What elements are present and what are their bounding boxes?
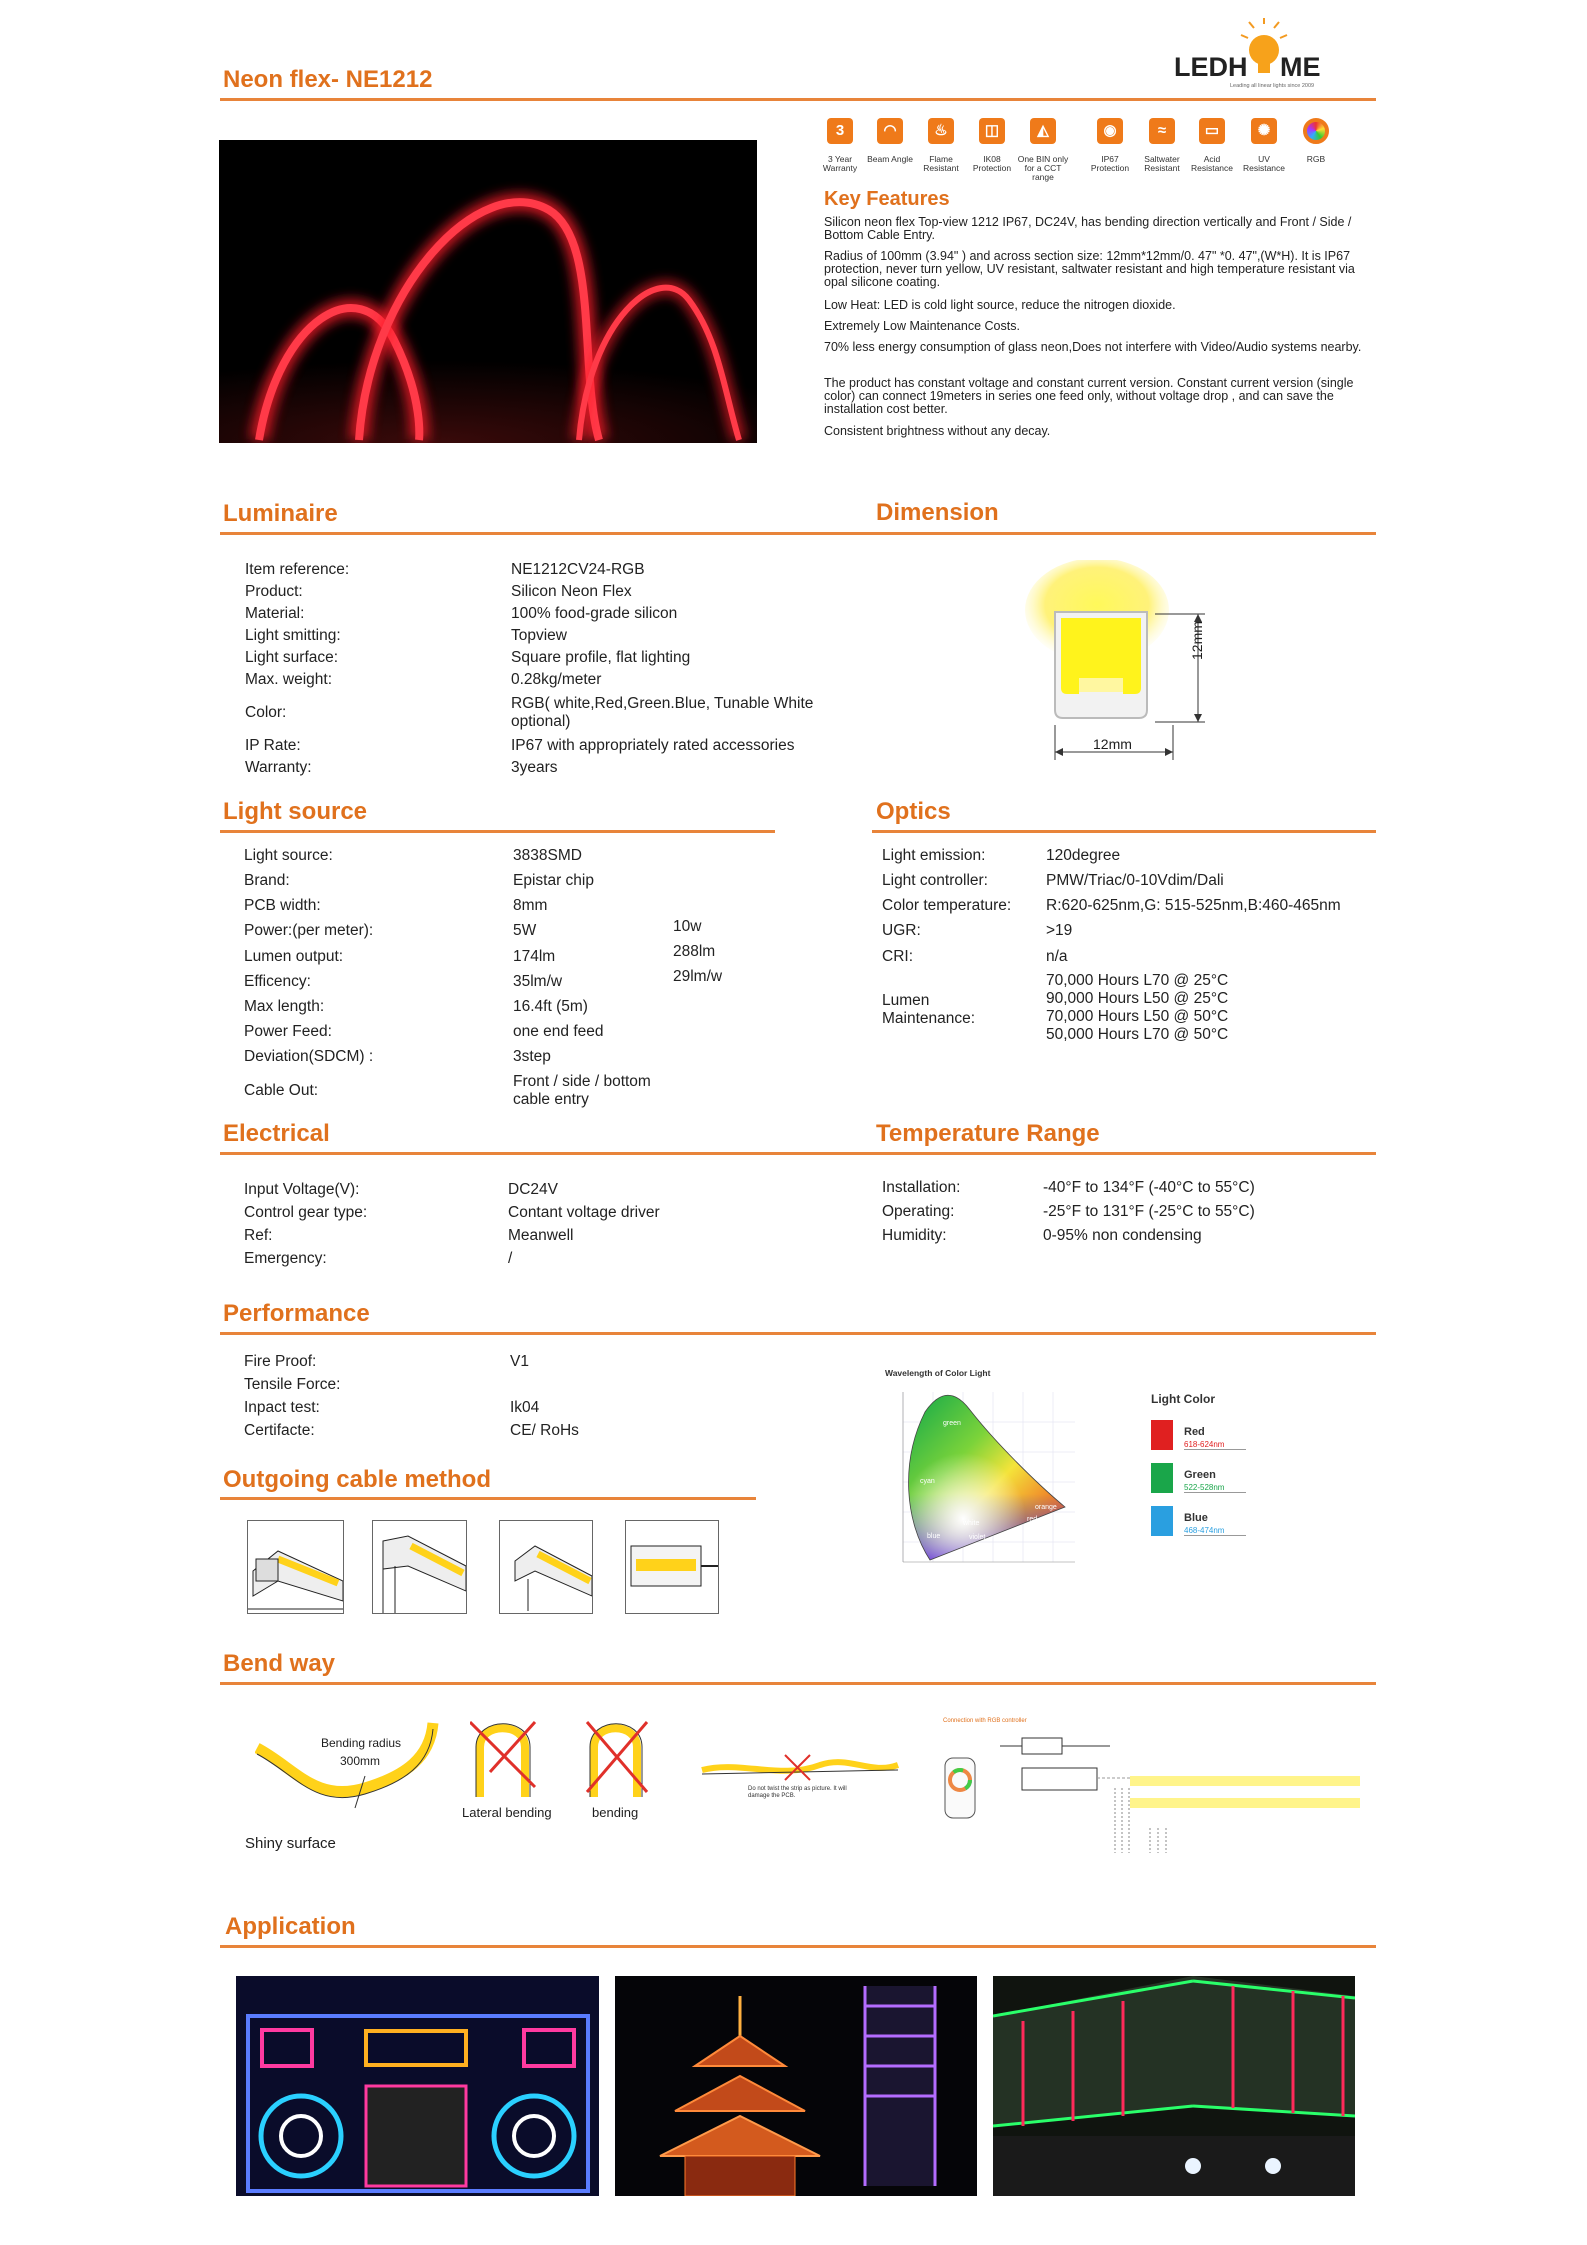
luminaire-row-value: 3years	[511, 759, 558, 776]
light-source-row-label: Deviation(SDCM) :	[244, 1048, 374, 1065]
optics-row-value: n/a	[1046, 948, 1068, 965]
cable-out-end-image	[625, 1520, 719, 1614]
luminaire-row-value: RGB( white,Red,Green.Blue, Tunable White optional)	[511, 695, 814, 730]
legend-name: Green	[1184, 1469, 1216, 1481]
electrical-row-label: Emergency:	[244, 1250, 327, 1267]
light-source-row-label: Lumen output:	[244, 948, 344, 965]
beam-angle-icon	[877, 118, 903, 144]
key-features-title: Key Features	[824, 188, 950, 210]
light-source-row-value-alt: 288lm	[673, 943, 716, 960]
light-source-rule	[220, 830, 775, 833]
performance-rule	[220, 1332, 1376, 1335]
legend-swatch-red	[1151, 1420, 1173, 1450]
luminaire-row-value: Square profile, flat lighting	[511, 649, 691, 666]
light-source-row-value-alt: 10w	[673, 918, 702, 935]
performance-row-value: V1	[510, 1353, 529, 1370]
light-source-row-value: 174lm	[513, 948, 556, 965]
light-source-row-value: 3step	[513, 1048, 551, 1065]
outgoing-cable-title: Outgoing cable method	[223, 1466, 491, 1493]
luminaire-row-value: IP67 with appropriately rated accessories	[511, 737, 795, 754]
one-bin-glyph: ◭	[1037, 122, 1049, 139]
vertical-bending-diagram	[582, 1712, 652, 1802]
ik08-protection-icon	[979, 118, 1005, 144]
key-feature-item: Low Heat: LED is cold light source, reduce the nitrogen dioxide.	[824, 298, 1176, 312]
cie-region-label: white	[963, 1520, 980, 1527]
key-feature-item: Silicon neon flex Top-view 1212 IP67, DC24V, has bending direction vertically and Front / Side / Bottom Cable Entry.	[824, 215, 1352, 242]
shiny-surface-label: Shiny surface	[245, 1835, 336, 1852]
light-source-row-label: PCB width:	[244, 897, 321, 914]
acid-resistance-glyph: ▭	[1204, 122, 1220, 139]
legend-range: 618-624nm	[1184, 1440, 1246, 1450]
light-source-row-label: Power:(per meter):	[244, 922, 374, 939]
cie-region-label: violet	[969, 1534, 986, 1541]
lumen-maintenance-label: Lumen Maintenance:	[882, 992, 976, 1027]
warranty-3-year-icon	[827, 118, 853, 144]
lateral-bending-diagram	[470, 1712, 540, 1802]
saltwater-resistant-glyph: ≈	[1157, 122, 1167, 139]
light-source-row-value: 5W	[513, 922, 537, 939]
luminaire-row-label: Light surface:	[245, 649, 339, 666]
electrical-row-value: /	[508, 1250, 513, 1267]
ik08-protection-label: IK08 Protection	[972, 154, 1012, 173]
optics-row-label: Light controller:	[882, 872, 988, 889]
luminaire-row-value: NE1212CV24-RGB	[511, 561, 645, 578]
light-source-row-label: Efficency:	[244, 973, 311, 990]
application-photo-pagoda	[615, 1976, 977, 2196]
cie-title: Wavelength of Color Light	[885, 1368, 991, 1378]
saltwater-resistant-label: Saltwater Resistant	[1144, 154, 1180, 173]
lateral-bending-label: Lateral bending	[462, 1805, 552, 1820]
electrical-row-label: Control gear type:	[244, 1204, 368, 1221]
cie-region-label: cyan	[920, 1478, 935, 1485]
dimension-height-label: 12mm	[1189, 621, 1205, 660]
legend-swatch-blue	[1151, 1506, 1173, 1536]
temperature-row-label: Installation:	[882, 1179, 961, 1196]
performance-row-value: CE/ RoHs	[510, 1422, 579, 1439]
beam-angle-glyph: ◠	[883, 122, 897, 139]
temperature-row-label: Humidity:	[882, 1227, 947, 1244]
temperature-title: Temperature Range	[876, 1120, 1100, 1147]
flame-resistant-glyph: ♨	[934, 122, 948, 139]
cie-region-label: green	[943, 1420, 961, 1427]
ip67-protection-icon	[1097, 118, 1123, 144]
temperature-row-value: 0-95% non condensing	[1043, 1227, 1202, 1244]
logo-tagline: Leading all linear lights since 2009	[1230, 83, 1315, 89]
product-hero-image	[219, 140, 757, 443]
temperature-row-label: Operating:	[882, 1203, 955, 1220]
optics-row-value: R:620-625nm,G: 515-525nm,B:460-465nm	[1046, 897, 1341, 914]
dimension-width-label: 12mm	[1093, 736, 1132, 752]
bending-radius-diagram	[255, 1718, 445, 1828]
light-source-row-label: Brand:	[244, 872, 290, 889]
lumen-maintenance-value: 50,000 Hours L70 @ 50°C	[1046, 1026, 1229, 1043]
legend-range: 468-474nm	[1184, 1526, 1246, 1536]
optics-row-value: >19	[1046, 922, 1073, 939]
application-rule	[220, 1945, 1376, 1948]
electrical-row-label: Ref:	[244, 1227, 273, 1244]
optics-row-value: 120degree	[1046, 847, 1121, 864]
light-source-row-label: Cable Out:	[244, 1082, 319, 1099]
luminaire-row-value: Topview	[511, 627, 567, 644]
rgb-icon	[1303, 118, 1329, 144]
legend-name: Blue	[1184, 1512, 1208, 1524]
light-source-row-label: Light source:	[244, 847, 333, 864]
optics-row-label: UGR:	[882, 922, 921, 939]
bending-radius-value: 300mm	[340, 1754, 381, 1768]
cie-chromaticity-diagram	[885, 1368, 1085, 1583]
light-source-row-label: Power Feed:	[244, 1023, 332, 1040]
cie-region-label: red	[1027, 1516, 1038, 1523]
flame-resistant-label: Flame Resistant	[923, 154, 959, 173]
optics-row-label: Color temperature:	[882, 897, 1012, 914]
dimension-title: Dimension	[876, 499, 999, 526]
application-title: Application	[225, 1913, 356, 1940]
acid-resistance-label: Acid Resistance	[1190, 154, 1234, 173]
performance-row-value: Ik04	[510, 1399, 540, 1416]
bend-way-rule	[220, 1682, 1376, 1685]
rgb-connection-title: Connection with RGB controller	[943, 1718, 1027, 1724]
luminaire-row-label: Color:	[245, 704, 287, 721]
lumen-maintenance-value: 90,000 Hours L50 @ 25°C	[1046, 990, 1229, 1007]
light-source-row-value: 35lm/w	[513, 973, 563, 990]
acid-resistance-icon	[1199, 118, 1225, 144]
bending-radius-label: Bending radius	[321, 1736, 402, 1750]
light-source-row-value: 3838SMD	[513, 847, 582, 864]
rgb-label: RGB	[1306, 154, 1326, 164]
cie-region-label: orange	[1035, 1504, 1057, 1511]
ik08-protection-glyph: ◫	[984, 122, 1000, 139]
luminaire-row-label: Material:	[245, 605, 305, 622]
logo	[1168, 18, 1328, 92]
one-bin-icon	[1030, 118, 1056, 144]
temperature-row-value: -25°F to 131°F (-25°C to 55°C)	[1043, 1203, 1255, 1220]
lumen-maintenance-value: 70,000 Hours L70 @ 25°C	[1046, 972, 1229, 989]
performance-title: Performance	[223, 1300, 370, 1327]
luminaire-row-value: Silicon Neon Flex	[511, 583, 632, 600]
light-source-row-value: Epistar chip	[513, 872, 594, 889]
electrical-row-value: Contant voltage driver	[508, 1204, 660, 1221]
warranty-3-year-glyph: 3	[835, 122, 845, 139]
uv-resistance-icon	[1251, 118, 1277, 144]
ip67-protection-glyph: ◉	[1103, 122, 1117, 139]
luminaire-title: Luminaire	[223, 500, 338, 527]
application-photo-boombox	[236, 1976, 599, 2196]
beam-angle-label: Beam Angle	[867, 154, 913, 164]
optics-row-label: Light emission:	[882, 847, 986, 864]
key-feature-item: Consistent brightness without any decay.	[824, 424, 1051, 438]
luminaire-rule	[220, 532, 1376, 535]
one-bin-label: One BIN only for a CCT range	[1017, 154, 1069, 182]
warranty-3-year-label: 3 Year Warranty	[822, 154, 858, 173]
uv-resistance-label: UV Resistance	[1242, 154, 1286, 173]
light-source-row-value-alt: 29lm/w	[673, 968, 723, 985]
performance-row-label: Inpact test:	[244, 1399, 320, 1416]
luminaire-row-label: IP Rate:	[245, 737, 301, 754]
light-source-row-value: 16.4ft (5m)	[513, 998, 588, 1015]
uv-resistance-glyph: ✺	[1257, 122, 1271, 139]
logo-text-tail: ME	[1280, 52, 1321, 82]
light-source-row-value: one end feed	[513, 1023, 604, 1040]
legend-range: 522-528nm	[1184, 1483, 1246, 1493]
luminaire-row-label: Warranty:	[245, 759, 312, 776]
optics-row-value: PMW/Triac/0-10Vdim/Dali	[1046, 872, 1224, 889]
lumen-maintenance-value: 70,000 Hours L50 @ 50°C	[1046, 1008, 1229, 1025]
rgb-connection-diagram	[940, 1728, 1360, 1856]
saltwater-resistant-icon	[1149, 118, 1175, 144]
electrical-row-value: Meanwell	[508, 1227, 574, 1244]
luminaire-row-value: 0.28kg/meter	[511, 671, 602, 688]
light-source-title: Light source	[223, 798, 368, 825]
luminaire-row-label: Item reference:	[245, 561, 350, 578]
cable-out-bottom-image	[499, 1520, 593, 1614]
page-title: Neon flex- NE1212	[223, 66, 433, 93]
dimension-drawing	[1025, 560, 1225, 765]
cable-out-side-image	[372, 1520, 467, 1614]
key-feature-item: Extremely Low Maintenance Costs.	[824, 319, 1020, 333]
light-source-row-value: Front / side / bottom cable entry	[513, 1073, 651, 1108]
cie-region-label: blue	[927, 1533, 941, 1540]
light-source-row-label: Max length:	[244, 998, 325, 1015]
twist-warning-text: Do not twist the strip as picture. It will damage the PCB.	[748, 1786, 847, 1799]
electrical-rule	[220, 1152, 1376, 1155]
application-photo-building	[993, 1976, 1355, 2196]
optics-title: Optics	[876, 798, 951, 825]
cie-legend-title: Light Color	[1151, 1392, 1215, 1406]
ip67-protection-label: IP67 Protection	[1090, 154, 1130, 173]
performance-row-label: Fire Proof:	[244, 1353, 317, 1370]
performance-row-label: Certifacte:	[244, 1422, 315, 1439]
luminaire-row-label: Product:	[245, 583, 303, 600]
optics-rule	[872, 830, 1376, 833]
bend-way-title: Bend way	[223, 1650, 336, 1677]
light-source-row-value: 8mm	[513, 897, 548, 914]
header-rule	[220, 98, 1376, 101]
luminaire-row-value: 100% food-grade silicon	[511, 605, 678, 622]
electrical-row-label: Input Voltage(V):	[244, 1181, 360, 1198]
bending-label: bending	[592, 1805, 639, 1820]
cable-out-front-image	[247, 1520, 344, 1614]
key-feature-item: 70% less energy consumption of glass neon,Does not interfere with Video/Audio systems nearby.	[824, 340, 1362, 354]
logo-text: LEDH	[1174, 52, 1248, 82]
key-feature-item: The product has constant voltage and constant current version. Constant current version (single color) can connect 19meters in series one feed only, without voltage drop , and can save the installation cost better.	[824, 376, 1354, 416]
luminaire-row-label: Light smitting:	[245, 627, 341, 644]
legend-name: Red	[1184, 1426, 1205, 1438]
electrical-row-value: DC24V	[508, 1181, 558, 1198]
flame-resistant-icon	[928, 118, 954, 144]
twist-warning-diagram	[700, 1750, 900, 1790]
legend-swatch-green	[1151, 1463, 1173, 1493]
optics-row-label: CRI:	[882, 948, 913, 965]
key-feature-item: Radius of 100mm (3.94" ) and across section size: 12mm*12mm/0. 47" *0. 47",(W*H). It is IP67 protection, never turn yellow, UV resistant, saltwater resistant and high temperature resistant via opal silicone coating.	[824, 249, 1355, 289]
temperature-row-value: -40°F to 134°F (-40°C to 55°C)	[1043, 1179, 1255, 1196]
performance-row-label: Tensile Force:	[244, 1376, 341, 1393]
luminaire-row-label: Max. weight:	[245, 671, 333, 688]
outgoing-cable-rule	[220, 1497, 756, 1500]
electrical-title: Electrical	[223, 1120, 330, 1147]
